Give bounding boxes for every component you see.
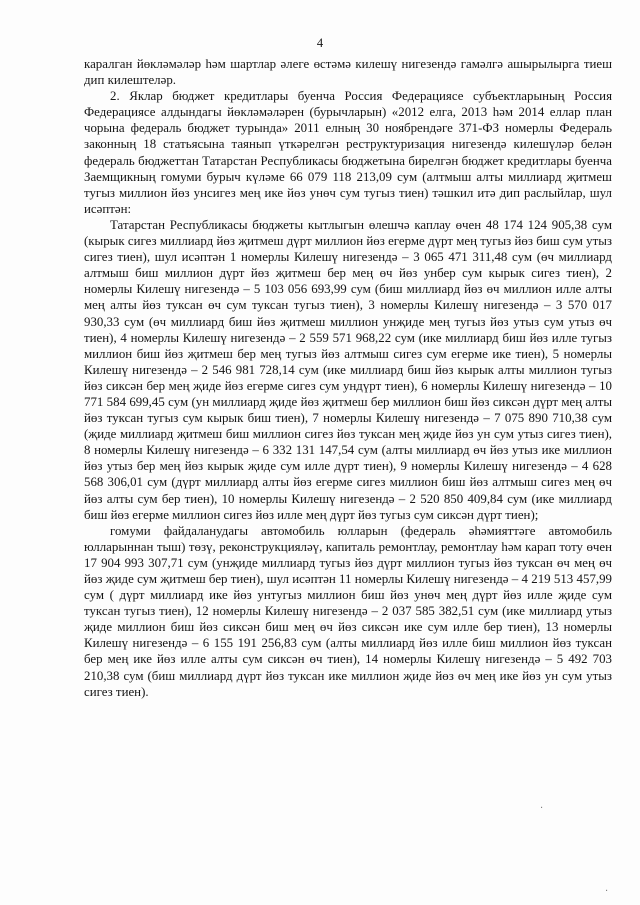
paragraph-budget-deficit: Татарстан Республикасы бюджеты кытлыгын өлешчә каплау өчен 48 174 124 905,38 сум (кырык сигез миллиард йөз җитмеш дүрт миллион йөз егерме дүрт мең тугыз йөз биш сум утыз сигез тиен), шул исәптән 1 номерлы Килешү нигезендә – 3 065 471 311,48 сум (өч миллиард алтмыш биш миллион дүрт йөз җитмеш бер мең өч йөз унбер сум кырык сигез тиен), 2 номерлы Килешү нигезендә – 5 103 056 693,99 сум (биш миллиард йөз өч миллион илле алты мең алты йөз туксан өч сум туксан тугыз тиен), 3 номерлы Килешү нигезендә – 3 570 017 930,33 сум (өч миллиард биш йөз җитмеш миллион унҗиде мең тугыз йөз утыз сум утыз өч тиен), 4 номерлы Килешү нигезендә – 2 559 571 968,22 сум (ике миллиард биш йөз илле тугыз миллион биш йөз җитмеш бер мең тугыз йөз алтмыш сигез сум егерме ике тиен), 5 номерлы Килешү нигезендә – 2 546 981 728,14 сум (ике миллиард биш йөз кырык алты миллион тугыз йөз сиксән бер мең җиде йөз егерме сигез сум ундүрт тиен), 6 номерлы Килешү нигезендә – 10 771 584 699,45 сум (ун миллиард җиде йөз җитмеш бер миллион биш йөз сиксән дүрт мең алты йөз туксан тугыз сум кырык биш тиен), 7 номерлы Килешү нигезендә – 7 075 890 710,38 сум (җиде миллиард җитмеш биш миллион сигез йөз туксан мең җиде йөз ун сум утыз сигез тиен), 8 номерлы Килешү нигезендә – 6 332 131 147,54 сум (алты миллиард өч йөз утыз ике миллион йөз утыз бер мең йөз кырык җиде сум илле дүрт тиен), 9 номерлы Килешү нигезендә – 4 628 568 306,01 сум (дүрт миллиард алты йөз егерме сигез миллион биш йөз алтмыш сигез мең өч йөз алты сум бер тиен), 10 номерлы Килешү нигезендә – 2 520 850 409,84 сум (ике миллиард биш йөз егерме миллион сигез йөз илле мең дүрт йөз тугыз сум сиксән дүрт тиен); — [84, 217, 612, 522]
document-body — [84, 56, 612, 700]
paragraph-continuation: каралган йөкләмәләр һәм шартлар әлеге өстәмә килешү нигезендә гамәлгә ашырылырга тиеш дип килештеләр. — [84, 57, 612, 88]
scan-mark: . — [540, 800, 544, 811]
scan-mark: · — [605, 886, 609, 897]
paragraph-road-construction: гомуми файдаланудагы автомобиль юлларын (федераль әһәмияттәге автомобиль юлларыннан тыш) төзү, реконструкцияләү, капиталь ремонтлау, ремонтлау һәм карап тоту өчен 17 904 993 307,71 сум (унҗиде миллиард тугыз йөз дүрт миллион тугыз йөз туксан өч мең өч йөз җиде сум җитмеш бер тиен), шул исәптән 11 номерлы Килешү нигезендә – 4 219 513 457,99 сум ( дүрт миллиард ике йөз унтугыз миллион биш йөз унөч мең дүрт йөз илле җиде сум туксан тугыз тиен), 12 номерлы Килешү нигезендә – 2 037 585 382,51 сум (ике миллиард утыз җиде миллион биш йөз сиксән биш мең өч йөз сиксән ике сум илле бер тиен), 13 номерлы Килешү нигезендә – 6 155 191 256,83 сум (алты миллиард йөз илле биш миллион йөз туксан бер мең ике йөз илле алты сум сиксән өч тиен), 14 номерлы Килешү нигезендә – 5 492 703 210,38 сум (биш миллиард дүрт йөз туксан ике миллион җиде йөз өч мең ике йөз ун сум утыз сигез тиен). — [84, 523, 612, 699]
page-number: 4 — [316, 36, 324, 50]
paragraph-clause-2: 2. Яклар бюджет кредитлары буенча Россия Федерациясе субъектларының Россия Федерациясе алдындагы йөкләмәләрен (бурычларын) «2012 елга, 2013 һәм 2014 еллар план чорына федераль бюджет турында» 2011 елның 30 ноябрендәге 371-ФЗ номерлы Федераль законның 18 статьясына таянып үткәрелгән реструктуризация нигезендә килешүләр белән федераль бюджеттан Татарстан Республикасы бюджетына бирелгән бюджет кредитлары буенча Заемщикның гомуми бурыч күләме 66 079 118 213,09 сум (алтмыш алты миллиард җитмеш тугыз миллион йөз унсигез мең ике йөз унөч сум тугыз тиен) тәшкил итә дип раслыйлар, шул исәптән: — [84, 89, 612, 216]
